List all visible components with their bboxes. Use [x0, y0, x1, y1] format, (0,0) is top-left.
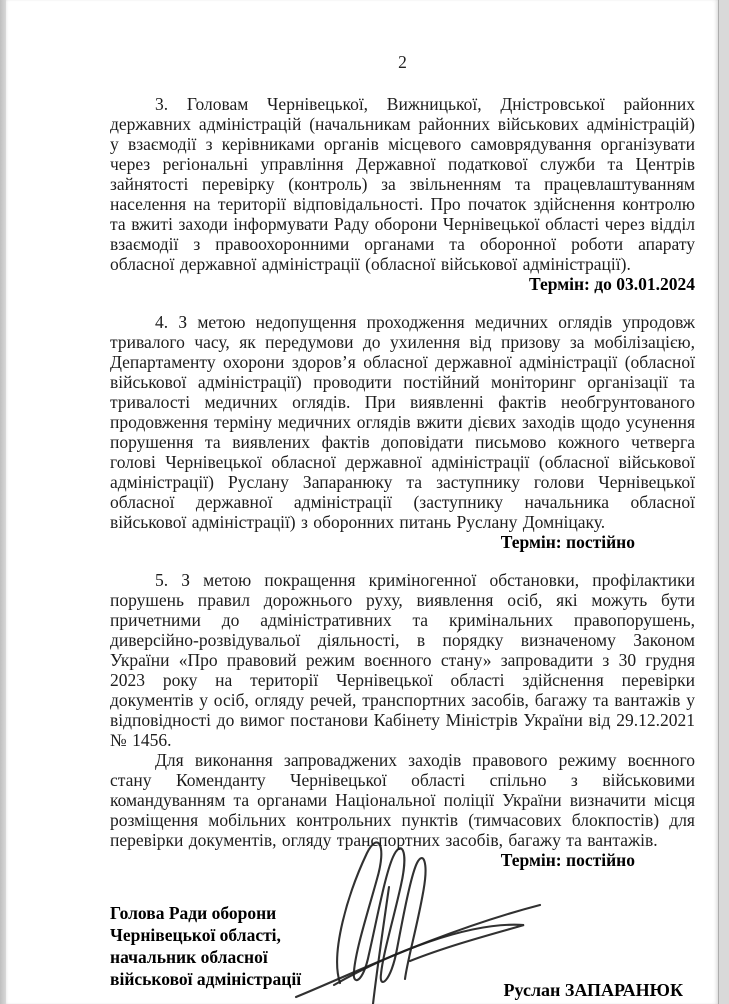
- section-item-5: [110, 570, 695, 870]
- signatory-position-line: військової адміністрації: [110, 969, 302, 989]
- signatory-position-line: начальник обласної: [110, 947, 268, 967]
- signatory-position: [110, 902, 301, 990]
- paragraph: Для виконання запроваджених заходів правового режиму воєнного стану Коменданту Чернівецької області спільно з військовими командуванням та органами Національної поліції України визначити місця розміщення мобільних контрольних пунктів (тимчасових блокпостів) для перевірки документів, огляду транспортних засобів, багажу та вантажів.: [110, 750, 695, 850]
- signatory-name: Руслан ЗАПАРАНЮК: [503, 980, 683, 1000]
- term-line: Термін: постійно: [500, 532, 635, 552]
- document-content: [6, 0, 718, 1000]
- signatory-position-line: Голова Ради оборони: [110, 903, 277, 923]
- section-item-4: [110, 312, 695, 552]
- document-page: [6, 0, 719, 1004]
- term-line: Термін: до 03.01.2024: [528, 274, 695, 294]
- paragraph: 3. Головам Чернівецької, Вижницької, Дністровської районних державних адміністрацій (начальникам районних військових адміністрацій) у взаємодії з керівниками органів місцевого самоврядування організувати через регіональні управління Державної податкової служби та Центрів зайнятості перевірку (контроль) за звільненням та працевлаштуванням населення на території відповідальності. Про початок здійснення контролю та вжиті заходи інформувати Раду оборони Чернівецької області через відділ взаємодії з правоохоронними органами та оборонної роботи апарату обласної державної адміністрації (обласної військової адміністрації).: [110, 94, 695, 274]
- signatory-position-line: Чернівецької області,: [110, 925, 281, 945]
- signature-block: [110, 902, 695, 1000]
- term-line: Термін: постійно: [500, 850, 635, 870]
- paragraph: 5. З метою покращення криміногенної обстановки, профілактики порушень правил дорожнього руху, виявлення осіб, які можуть бути причетними до адміністративних та кримінальних правопорушень, диверсійно-розвідувальої діяльності, в по́рядку визначеному Законом України «Про правовий режим воєнного стану» запровадити з 30 грудня 2023 року на території Чернівецької області здійснення перевірки документів у осіб, огляду речей, транспортних засобів, багажу та вантажів у відповідності до вимог постанови Кабінету Міністрів України від 29.12.2021 № 1456.: [110, 570, 695, 750]
- section-item-3: [110, 94, 695, 294]
- page-number: 2: [398, 52, 407, 72]
- paragraph: 4. З метою недопущення проходження медичних оглядів упродовж тривалого часу, як передумови до ухилення від призову за мобілізацією, Департаменту охорони здоров’я обласної державної адміністрації (обласної військової адміністрації) проводити постійний моніторинг організації та тривалості медичних оглядів. При виявленні фактів необгрунтованого продовження терміну медичних оглядів вжити дієвих заходів щодо усунення порушення та виявлених фактів доповідати письмово кожного четверга голові Чернівецької обласної державної адміністрації (обласної військової адміністрації) Руслану Запаранюку та заступнику голови Чернівецької обласної державної адміністрації (заступнику начальника обласної військової адміністрації) з оборонних питань Руслану Домніцаку.: [110, 312, 695, 532]
